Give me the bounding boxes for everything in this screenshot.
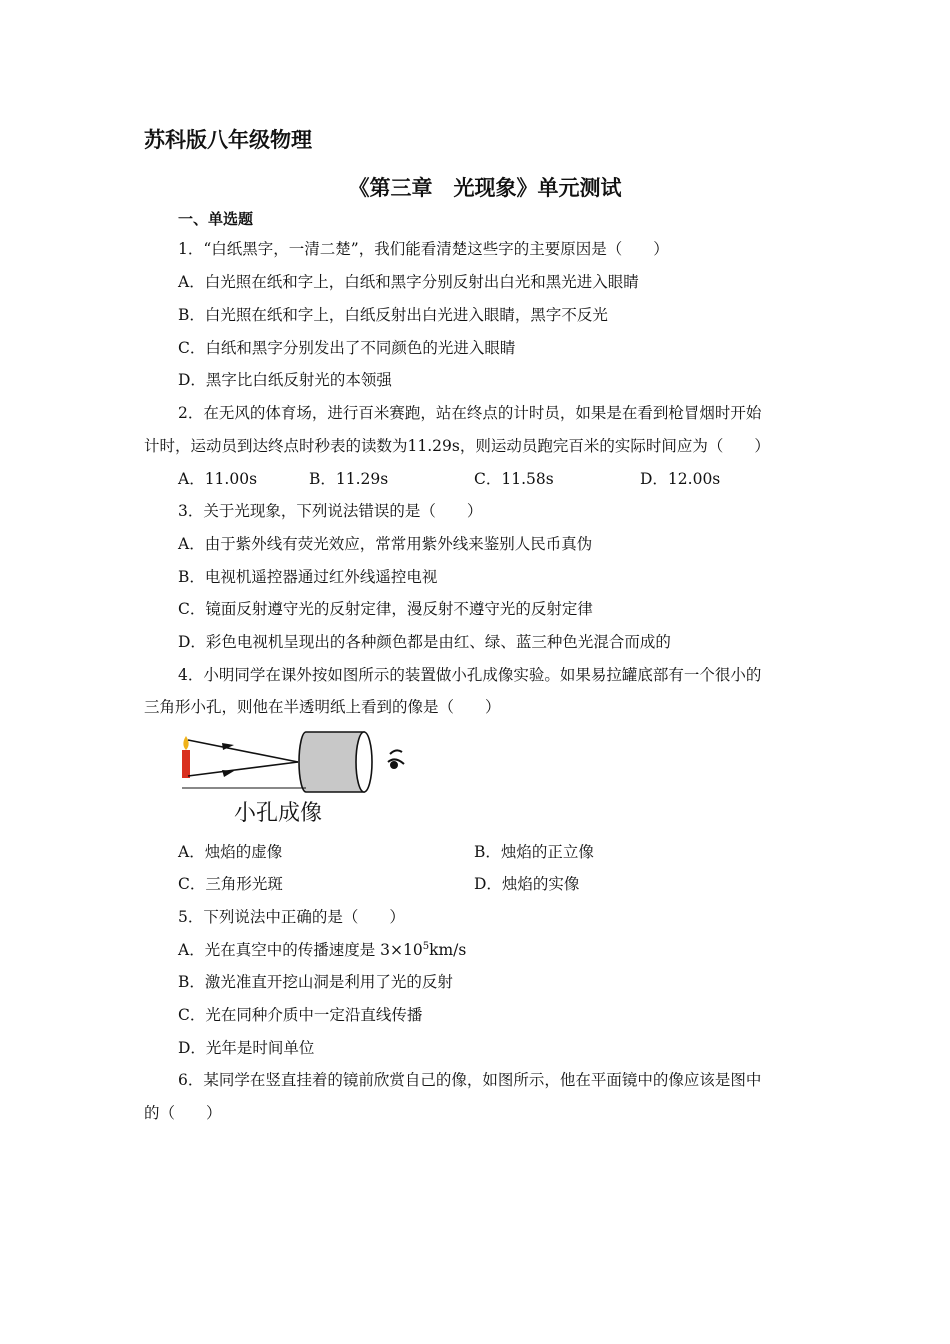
- exponent: 5: [422, 940, 430, 952]
- can-body: [299, 732, 364, 792]
- question-3-option-a: A．由于紫外线有荧光效应，常常用紫外线来鉴别人民币真伪: [178, 535, 593, 553]
- light-ray-bottom: [188, 762, 298, 776]
- question-5-option-a: [178, 939, 466, 961]
- candle-body: [182, 750, 190, 778]
- question-4-stem-line1: 4．小明同学在课外按如图所示的装置做小孔成像实验。如果易拉罐底部有一个很小的: [178, 666, 762, 684]
- question-6-stem-line2: 的（ ）: [144, 1104, 222, 1122]
- pinhole-figure: [176, 728, 416, 832]
- question-4-option-c: C．三角形光斑: [178, 875, 283, 893]
- question-1-option-d: D．黑字比白纸反射光的本领强: [178, 371, 392, 389]
- question-3-stem: 3．关于光现象，下列说法错误的是（ ）: [178, 502, 483, 520]
- eye-brow: [390, 750, 402, 754]
- question-3-option-b: B．电视机遥控器通过红外线遥控电视: [178, 568, 438, 586]
- question-1-stem: 1．“白纸黑字，一清二楚”，我们能看清楚这些字的主要原因是（ ）: [178, 240, 669, 258]
- translucent-paper: [356, 732, 372, 792]
- candle-flame: [183, 736, 188, 750]
- question-4-option-a: A．烛焰的虚像: [178, 843, 283, 861]
- question-5-option-b: B．激光准直开挖山洞是利用了光的反射: [178, 973, 453, 991]
- option-a-text: A．光在真空中的传播速度是 3×10: [178, 941, 423, 959]
- question-2-stem-line2: 计时，运动员到达终点时秒表的读数为11.29s，则运动员跑完百米的实际时间应为（ ）: [144, 437, 770, 455]
- question-1-option-b: B．白光照在纸和字上，白纸反射出白光进入眼睛，黑字不反光: [178, 306, 608, 324]
- question-2-option-a: A．11.00s: [178, 470, 258, 488]
- document-subtitle: 《第三章 光现象》单元测试: [348, 176, 622, 200]
- question-2-stem-line1: 2．在无风的体育场，进行百米赛跑，站在终点的计时员，如果是在看到枪冒烟时开始: [178, 404, 762, 422]
- question-5-option-c: C．光在同种介质中一定沿直线传播: [178, 1006, 423, 1024]
- question-2-option-d: D．12.00s: [640, 470, 721, 488]
- section-heading: 一、单选题: [178, 210, 254, 228]
- question-3-option-c: C．镜面反射遵守光的反射定律，漫反射不遵守光的反射定律: [178, 600, 593, 618]
- question-6-stem-line1: 6．某同学在竖直挂着的镜前欣赏自己的像，如图所示，他在平面镜中的像应该是图中: [178, 1071, 762, 1089]
- option-a-unit: km/s: [429, 941, 467, 959]
- question-4-stem-line2: 三角形小孔，则他在半透明纸上看到的像是（ ）: [144, 698, 501, 716]
- question-5-option-d: D．光年是时间单位: [178, 1039, 315, 1057]
- pinhole-diagram: [176, 728, 416, 828]
- figure-caption: 小孔成像: [234, 800, 323, 825]
- light-ray-top: [188, 740, 298, 762]
- question-3-option-d: D．彩色电视机呈现出的各种颜色都是由红、绿、蓝三种色光混合而成的: [178, 633, 671, 651]
- document-title: 苏科版八年级物理: [144, 128, 312, 152]
- arrowhead-bottom: [222, 770, 234, 777]
- question-4-option-d: D．烛焰的实像: [474, 875, 580, 893]
- question-2-option-c: C．11.58s: [474, 470, 554, 488]
- eye-icon: [390, 761, 398, 769]
- question-1-option-c: C．白纸和黑字分别发出了不同颜色的光进入眼睛: [178, 339, 516, 357]
- question-4-option-b: B．烛焰的正立像: [474, 843, 594, 861]
- question-2-option-b: B．11.29s: [309, 470, 389, 488]
- question-1-option-a: A．白光照在纸和字上，白纸和黑字分别反射出白光和黑光进入眼睛: [178, 273, 639, 291]
- question-5-stem: 5．下列说法中正确的是（ ）: [178, 908, 405, 926]
